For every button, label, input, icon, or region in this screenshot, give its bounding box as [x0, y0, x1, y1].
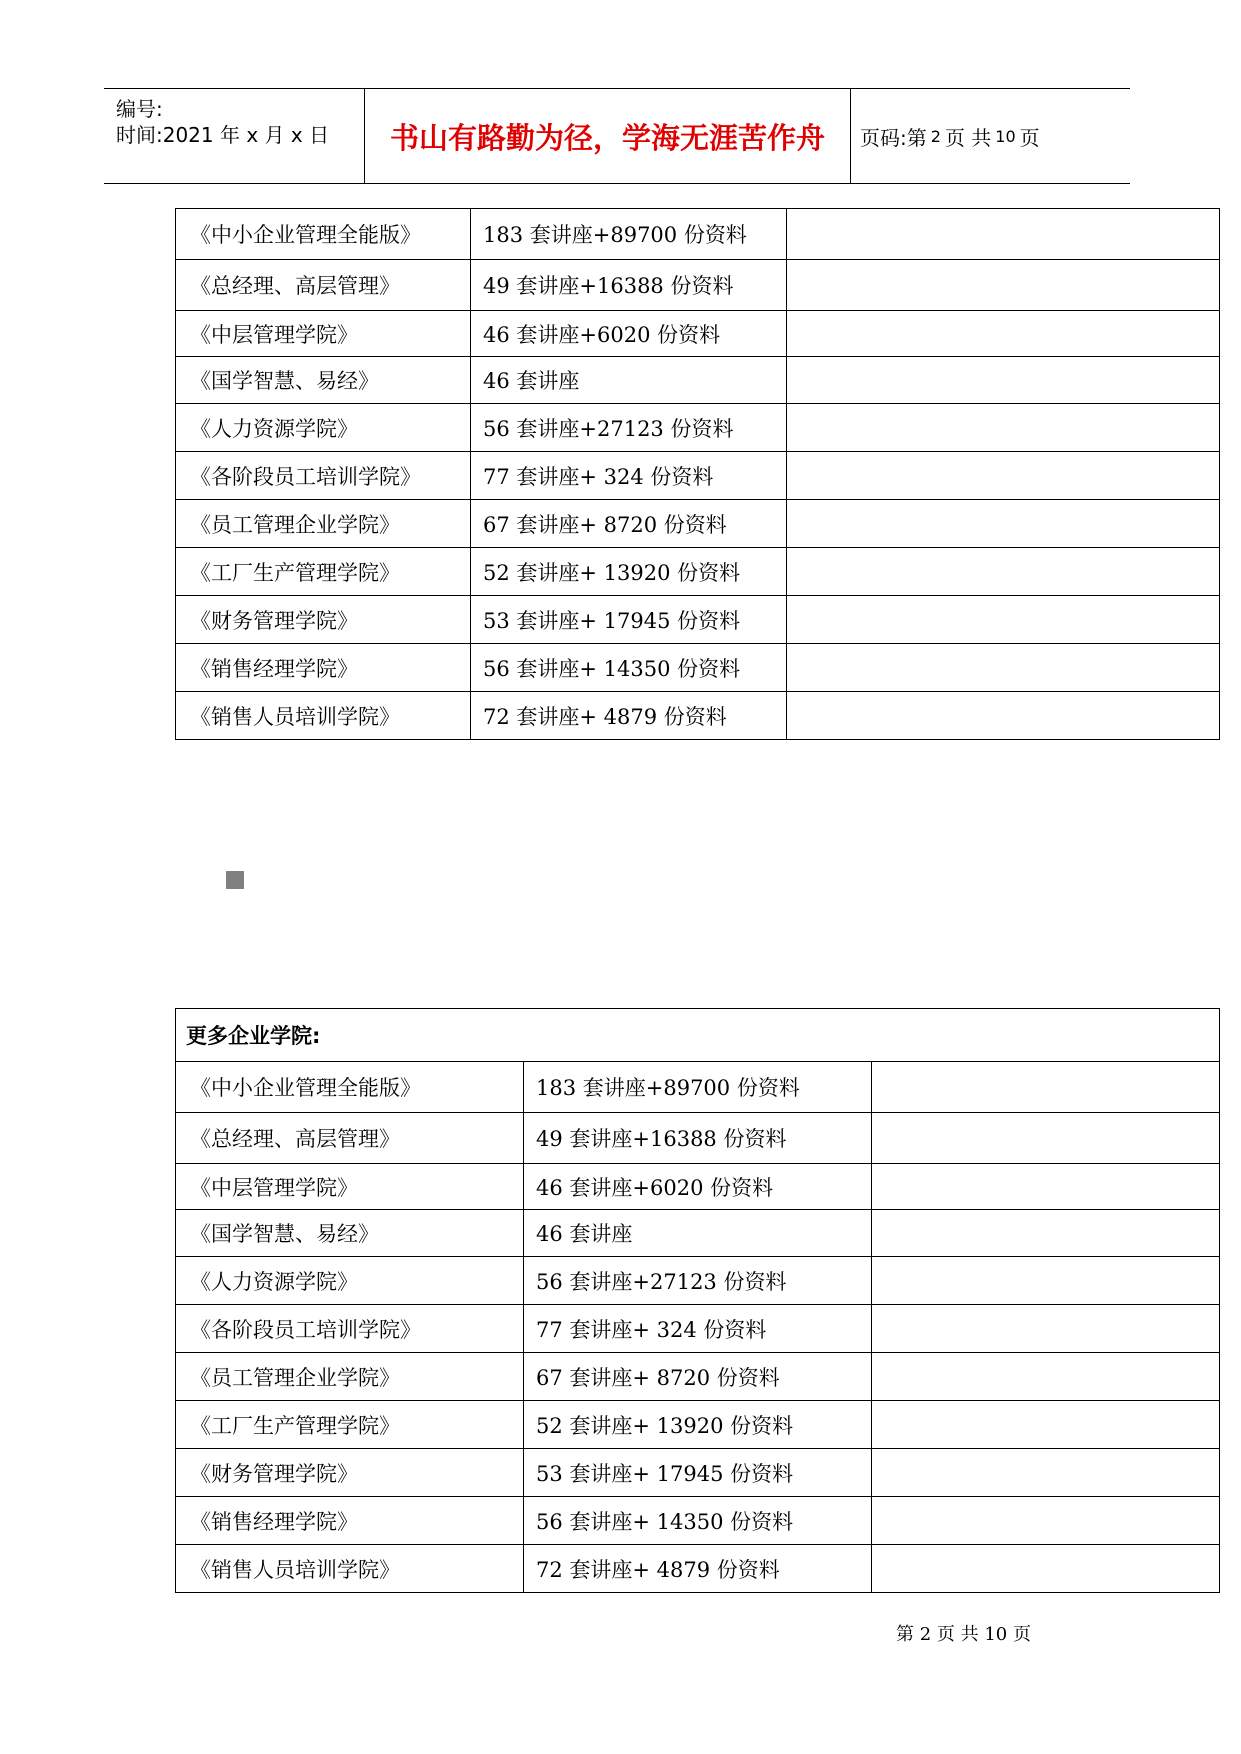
course-content-cell: 52 套讲座+ 13920 份资料	[524, 1401, 872, 1449]
course-name-cell: 《财务管理学院》	[176, 596, 471, 644]
table-row	[176, 1113, 1220, 1164]
table-row	[176, 1062, 1220, 1113]
course-note-cell	[872, 1401, 1220, 1449]
course-name-cell: 《工厂生产管理学院》	[176, 1401, 524, 1449]
course-note-cell	[872, 1545, 1220, 1593]
course-note-cell	[872, 1210, 1220, 1257]
course-table-more	[175, 1008, 1220, 1593]
time-label: 时间:2021 年 x 月 x 日	[116, 123, 330, 147]
course-content-cell: 52 套讲座+ 13920 份资料	[471, 548, 787, 596]
course-content-cell: 46 套讲座	[471, 357, 787, 404]
table-row	[176, 1545, 1220, 1593]
table-row	[176, 1449, 1220, 1497]
page-footer: 第 2 页 共 10 页	[896, 1624, 1031, 1645]
course-note-cell	[787, 209, 1220, 260]
course-note-cell	[872, 1164, 1220, 1210]
course-name-cell: 《财务管理学院》	[176, 1449, 524, 1497]
course-note-cell	[872, 1062, 1220, 1113]
course-content-cell: 56 套讲座+27123 份资料	[471, 404, 787, 452]
course-name-cell: 《中小企业管理全能版》	[176, 209, 471, 260]
course-note-cell	[787, 404, 1220, 452]
course-note-cell	[787, 692, 1220, 740]
course-content-cell: 53 套讲座+ 17945 份资料	[471, 596, 787, 644]
course-note-cell	[872, 1257, 1220, 1305]
course-note-cell	[872, 1497, 1220, 1545]
course-name-cell: 《员工管理企业学院》	[176, 1353, 524, 1401]
header-motto: 书山有路勤为径，学海无涯苦作舟	[365, 89, 851, 183]
page-mid: 页 共	[944, 125, 992, 150]
page-current: 2	[930, 126, 941, 146]
course-table-top	[175, 208, 1220, 740]
course-name-cell: 《中层管理学院》	[176, 311, 471, 357]
table-row	[176, 1401, 1220, 1449]
course-content-cell: 183 套讲座+89700 份资料	[524, 1062, 872, 1113]
course-content-cell: 183 套讲座+89700 份资料	[471, 209, 787, 260]
course-content-cell: 49 套讲座+16388 份资料	[471, 260, 787, 311]
table-title-row	[176, 1009, 1220, 1062]
course-note-cell	[787, 500, 1220, 548]
table-row	[176, 1164, 1220, 1210]
table-row	[176, 692, 1220, 740]
course-name-cell: 《销售经理学院》	[176, 1497, 524, 1545]
table-row	[176, 452, 1220, 500]
course-content-cell: 72 套讲座+ 4879 份资料	[524, 1545, 872, 1593]
course-name-cell: 《国学智慧、易经》	[176, 1210, 524, 1257]
course-name-cell: 《销售人员培训学院》	[176, 692, 471, 740]
course-name-cell: 《工厂生产管理学院》	[176, 548, 471, 596]
course-name-cell: 《销售经理学院》	[176, 644, 471, 692]
course-note-cell	[787, 644, 1220, 692]
table-title: 更多企业学院:	[176, 1009, 1220, 1062]
course-name-cell: 《人力资源学院》	[176, 404, 471, 452]
table-row	[176, 404, 1220, 452]
table-row	[176, 311, 1220, 357]
table-row	[176, 500, 1220, 548]
course-content-cell: 77 套讲座+ 324 份资料	[524, 1305, 872, 1353]
course-content-cell: 72 套讲座+ 4879 份资料	[471, 692, 787, 740]
course-name-cell: 《国学智慧、易经》	[176, 357, 471, 404]
course-name-cell: 《总经理、高层管理》	[176, 260, 471, 311]
course-content-cell: 46 套讲座+6020 份资料	[471, 311, 787, 357]
page-suffix: 页	[1019, 125, 1040, 150]
course-note-cell	[787, 452, 1220, 500]
table-row	[176, 1497, 1220, 1545]
table-row	[176, 596, 1220, 644]
square-bullet-icon	[226, 871, 244, 889]
table-row	[176, 1257, 1220, 1305]
course-note-cell	[872, 1113, 1220, 1164]
number-label: 编号:	[116, 97, 163, 121]
course-content-cell: 46 套讲座	[524, 1210, 872, 1257]
header-meta	[104, 89, 365, 183]
table-row	[176, 548, 1220, 596]
course-note-cell	[787, 548, 1220, 596]
course-content-cell: 56 套讲座+ 14350 份资料	[471, 644, 787, 692]
page-total: 10	[995, 126, 1016, 146]
header-page-number	[860, 89, 1130, 183]
course-note-cell	[872, 1449, 1220, 1497]
course-name-cell: 《各阶段员工培训学院》	[176, 1305, 524, 1353]
table-row	[176, 209, 1220, 260]
course-name-cell: 《总经理、高层管理》	[176, 1113, 524, 1164]
course-note-cell	[787, 260, 1220, 311]
course-content-cell: 67 套讲座+ 8720 份资料	[524, 1353, 872, 1401]
course-name-cell: 《中层管理学院》	[176, 1164, 524, 1210]
course-content-cell: 77 套讲座+ 324 份资料	[471, 452, 787, 500]
page-header	[104, 88, 1130, 184]
page-prefix: 页码:第	[860, 125, 927, 150]
course-content-cell: 49 套讲座+16388 份资料	[524, 1113, 872, 1164]
table-row	[176, 1353, 1220, 1401]
course-note-cell	[787, 357, 1220, 404]
table-row	[176, 357, 1220, 404]
course-content-cell: 56 套讲座+ 14350 份资料	[524, 1497, 872, 1545]
course-name-cell: 《人力资源学院》	[176, 1257, 524, 1305]
course-content-cell: 46 套讲座+6020 份资料	[524, 1164, 872, 1210]
course-content-cell: 56 套讲座+27123 份资料	[524, 1257, 872, 1305]
course-note-cell	[872, 1305, 1220, 1353]
course-name-cell: 《销售人员培训学院》	[176, 1545, 524, 1593]
table-row	[176, 1305, 1220, 1353]
course-note-cell	[872, 1353, 1220, 1401]
course-name-cell: 《中小企业管理全能版》	[176, 1062, 524, 1113]
course-name-cell: 《员工管理企业学院》	[176, 500, 471, 548]
table-row	[176, 1210, 1220, 1257]
table-row	[176, 260, 1220, 311]
table-row	[176, 644, 1220, 692]
course-note-cell	[787, 311, 1220, 357]
course-content-cell: 67 套讲座+ 8720 份资料	[471, 500, 787, 548]
course-note-cell	[787, 596, 1220, 644]
course-content-cell: 53 套讲座+ 17945 份资料	[524, 1449, 872, 1497]
course-name-cell: 《各阶段员工培训学院》	[176, 452, 471, 500]
